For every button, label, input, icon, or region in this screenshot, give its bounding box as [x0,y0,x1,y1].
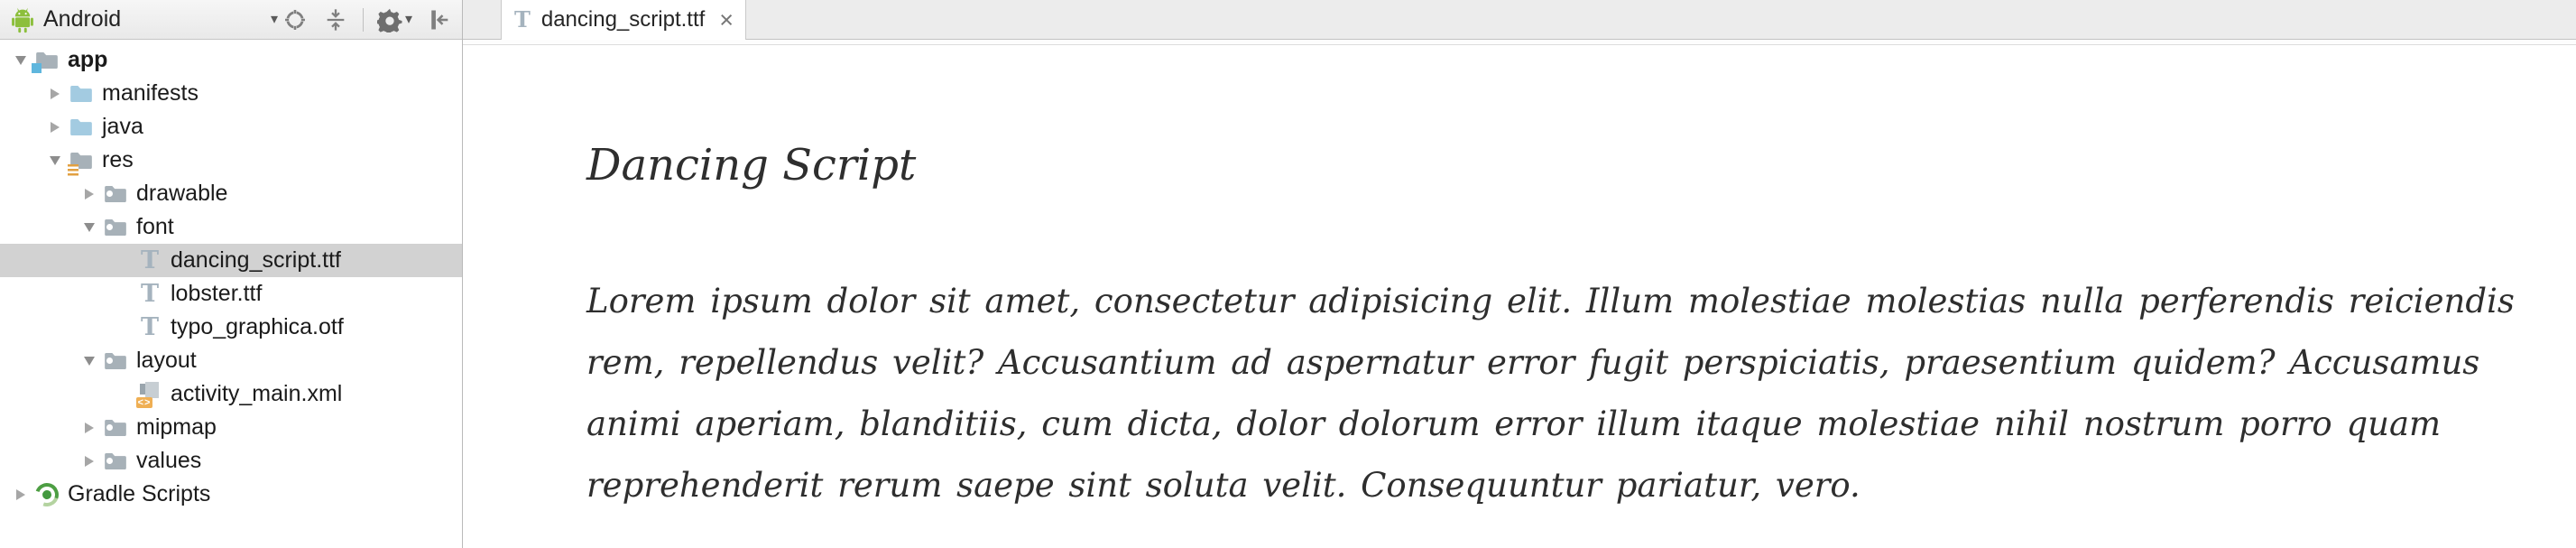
resource-badge [106,224,113,230]
tree-item-lobster[interactable] [0,277,462,311]
tree-item-app[interactable] [0,43,462,77]
chevron-expanded-icon[interactable] [42,144,68,177]
locate-target-button[interactable] [282,6,309,33]
tree-item-dancing-script[interactable] [0,244,462,277]
tree-item-font[interactable] [0,210,462,244]
chevron-collapsed-icon[interactable] [77,444,102,478]
resource-badge [106,190,113,197]
resource-folder-icon [102,411,129,444]
chevron-spacer [111,277,136,311]
settings-button[interactable] [377,7,412,33]
font-preview-paragraph [586,271,2549,516]
editor-area [463,0,2576,548]
module-badge [32,63,42,73]
tree-item-label: layout [136,348,197,373]
chevron-collapsed-icon[interactable] [42,110,68,144]
chevron-expanded-icon[interactable] [77,210,102,244]
font-file-icon: T [514,6,531,33]
tree-item-java[interactable] [0,110,462,144]
folder-icon [68,110,95,144]
chevron-spacer [111,244,136,277]
chevron-down-icon: ▾ [404,11,412,27]
font-file-icon: T [140,246,160,274]
resource-folder-icon [102,344,129,377]
tree-item-activity-main-xml[interactable] [0,377,462,411]
tab-dancing-script[interactable] [501,0,746,40]
tree-item-values[interactable] [0,444,462,478]
res-folder-icon [68,144,95,177]
tree-item-layout[interactable] [0,344,462,377]
chevron-collapsed-icon[interactable] [8,478,33,511]
tree-item-label: typo_graphica.otf [171,314,344,339]
tree-item-label: mipmap [136,414,217,440]
resource-folder-icon [102,210,129,244]
tree-item-label: res [102,147,134,172]
chevron-expanded-icon[interactable] [77,344,102,377]
tree-item-label: activity_main.xml [171,381,343,406]
project-panel [0,0,463,548]
preview-line: rem, repellendus velit? Accusantium ad aspernatur error fugit perspiciatis, praesentium quidem? Accusamus [586,343,2480,382]
tab-label: dancing_script.ttf [540,7,706,32]
editor-tab-bar [463,0,2576,40]
preview-line: animi aperiam, blanditiis, cum dicta, dolor dolorum error illum itaque molestiae nihil nostrum porro quam [586,404,2442,443]
chevron-collapsed-icon[interactable] [77,411,102,444]
tree-item-label: java [102,114,143,139]
font-file-icon: T [140,313,160,341]
xml-layout-file-icon: <> [136,377,163,411]
preview-line: reprehenderit rerum saepe sint soluta velit. Consequuntur pariatur, vero. [586,466,1860,505]
collapse-all-button[interactable] [322,6,349,33]
tree-item-gradle-scripts[interactable] [0,478,462,511]
tree-item-label: drawable [136,181,228,206]
tree-item-label: manifests [102,80,199,106]
font-preview-title: Dancing Script [586,140,917,190]
res-badge [68,164,78,176]
chevron-expanded-icon[interactable] [8,43,33,77]
tree-item-manifests[interactable] [0,77,462,110]
tree-item-res[interactable] [0,144,462,177]
tree-item-label: lobster.ttf [171,281,263,306]
tree-item-label: Gradle Scripts [68,481,211,506]
android-robot-icon [11,6,34,33]
project-view-selector[interactable] [11,6,278,33]
tree-item-label: font [136,214,174,239]
project-tree [0,40,462,548]
font-file-icon: T [140,280,160,308]
tree-item-label: values [136,448,202,473]
project-toolbar [0,0,462,40]
tree-item-drawable[interactable] [0,177,462,210]
resource-badge [106,358,113,364]
font-preview [463,45,2576,548]
tree-item-label: app [68,47,108,72]
resource-badge [106,424,113,431]
resource-folder-icon [102,444,129,478]
chevron-collapsed-icon[interactable] [42,77,68,110]
gradle-icon [33,478,60,511]
chevron-spacer [111,311,136,344]
tree-item-mipmap[interactable] [0,411,462,444]
tree-item-typo-graphica[interactable] [0,311,462,344]
tree-item-label: dancing_script.ttf [171,247,341,273]
preview-line: Lorem ipsum dolor sit amet, consectetur adipisicing elit. Illum molestiae molestias nulla perferendis reiciendis [586,282,2515,320]
toolbar-separator [363,8,364,32]
chevron-spacer [111,377,136,411]
close-icon[interactable]: × [719,5,734,33]
folder-icon [68,77,95,110]
chevron-down-icon: ▾ [270,11,278,27]
chevron-collapsed-icon[interactable] [77,177,102,210]
hide-panel-button[interactable] [426,6,453,33]
view-selector-label: Android [43,6,122,32]
module-folder-icon [33,43,60,77]
resource-folder-icon [102,177,129,210]
toolbar-actions [282,6,453,33]
resource-badge [106,458,113,464]
